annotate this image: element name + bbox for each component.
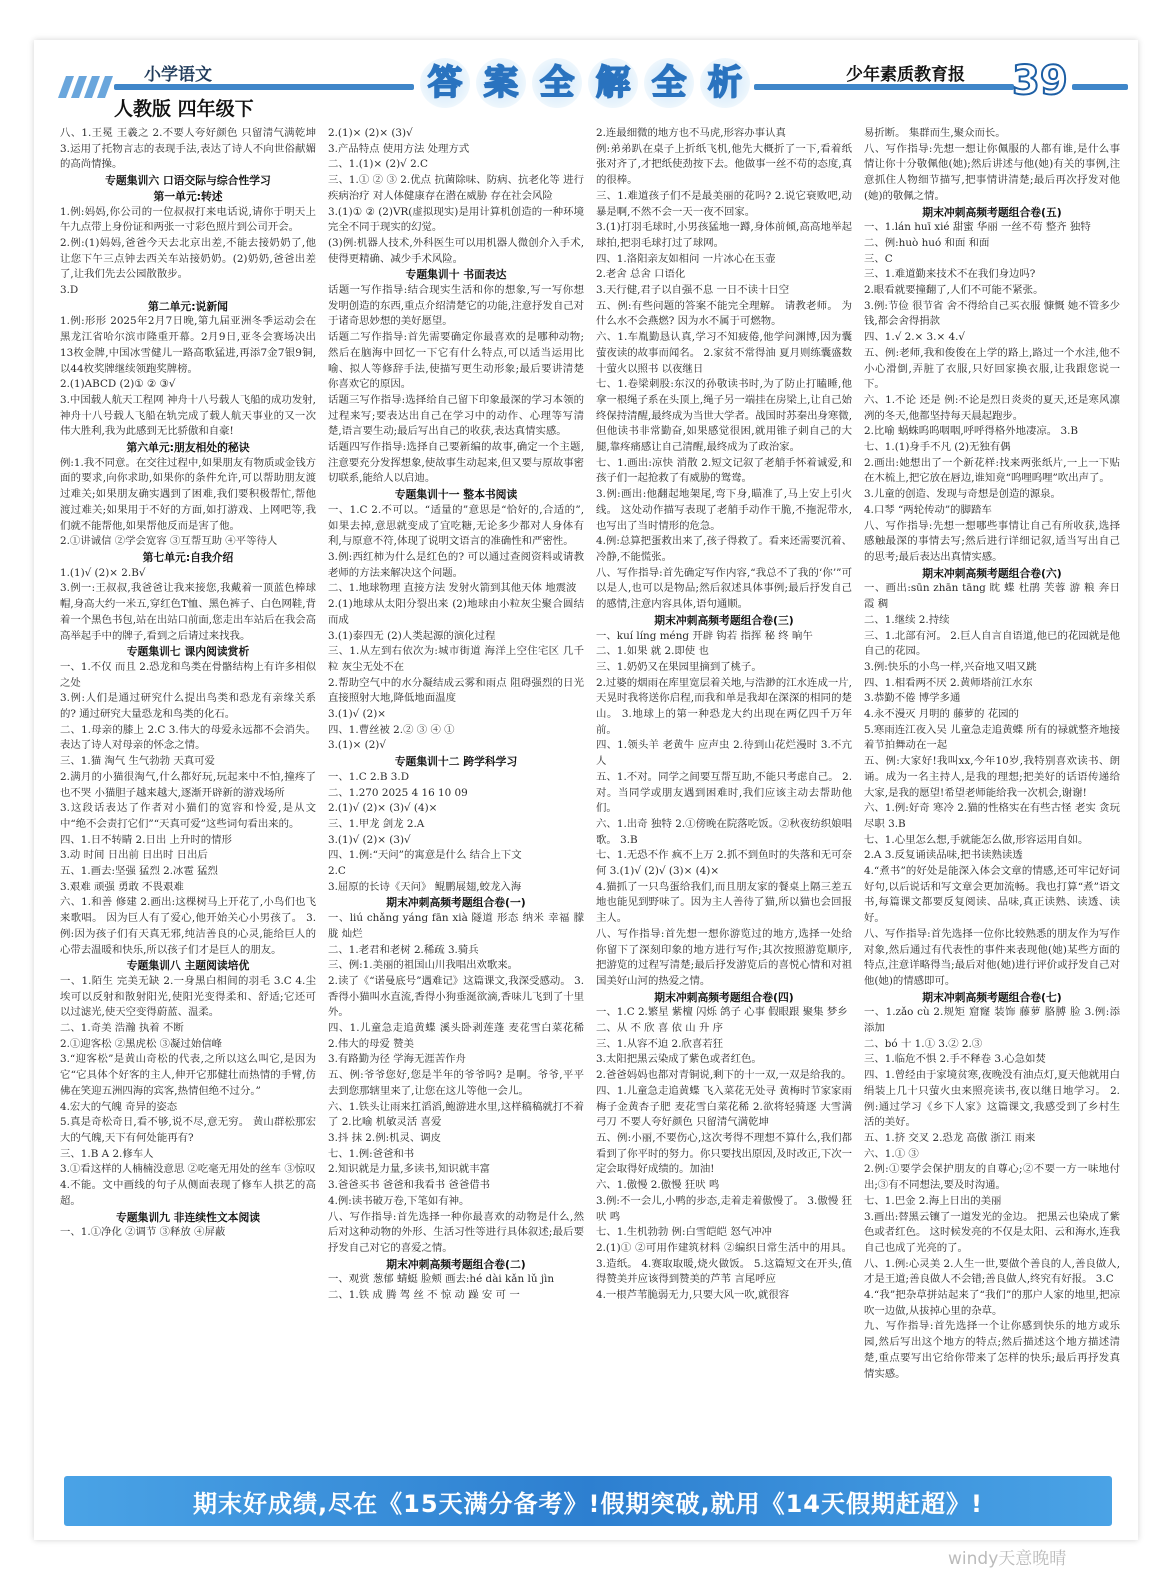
answer-paragraph: 一、1.陌生 完美无缺 2.一身黑白相间的羽毛 3.C 4.尘埃可以反射和散射阳光,使阳光变得柔和、舒适;它还可以过滤光,使天空变得蔚蓝、温柔。	[60, 974, 316, 1019]
answer-paragraph: 3.这段话表达了作者对小猫们的宽容和怜爱,是从文中“绝不会责打它们”“天真可爱”这些词句看出来的。	[60, 802, 316, 830]
answer-paragraph: 四、1.曹丝被 2.② ③ ④ ①	[328, 723, 455, 736]
answer-paragraph: 七、1.例:爸爸和书	[328, 1147, 415, 1160]
answer-paragraph: 例:1.我不同意。在交往过程中,如果朋友有物质或金钱方面的要求,向你求助,如果你的条件允许,可以帮助朋友渡过难关;如果朋友确实遇到了困难,我们要积极帮忙,帮他渡过难关;如果用于不好的方面,如打游戏、上网吧等,我们就不能帮他,如果帮他反而是害了他。	[60, 456, 316, 532]
answer-paragraph: 4.宏大的气魄 奇异的姿态	[60, 1100, 178, 1113]
answer-paragraph: 4.口琴 “两轮传动”的脚踏车	[864, 503, 992, 516]
answer-paragraph: 2.画出:她想出了一个新花样:找来两张纸片,一上一下贴在木梳上,把它放在唇边,谁知竟“呜哩呜哩”吹出声了。	[864, 456, 1120, 485]
answer-paragraph: 八、写作指导:首先确定写作内容,“我总不了我的‘你’”可以是人,也可以是物品;然后叙述具体事例;最后抒发自己的感情,注意内容具体,语句通顺。	[596, 566, 852, 611]
answer-paragraph: 2.例:①要学会保护朋友的自尊心;②不要一方一味地付出;③有不同想法,要及时沟通。	[864, 1163, 1120, 1192]
section-heading: 专题集训十二 跨学科学习	[394, 755, 518, 769]
header-stripes-decoration	[62, 76, 122, 98]
answer-paragraph: 一、观赏 葱郁 蜻蜓 脸颊 画去:hé dài kǎn lǔ jìn	[328, 1273, 555, 1286]
answer-paragraph: 3.产品特点 使用方法 处理方式	[328, 142, 470, 155]
section-heading: 专题集训六 口语交际与综合性学习	[105, 174, 271, 188]
answer-paragraph: 六、1.出奇 独特 2.①傍晚在院落吃饭。②秋夜纺织娘唱歌。 3.B	[596, 817, 852, 846]
answer-paragraph: 2.满月的小猫很淘气,什么都好玩,玩起来中不怕,撞疼了也不哭 小猫胆子越来越大,逐渐开辟新的游戏场所	[60, 770, 316, 799]
answer-paragraph: 二、从 不 欣 喜 依 山 升 序	[596, 1022, 724, 1035]
answer-paragraph: 2.(1)地球从太阳分裂出来 (2)地球由小粒灰尘聚合圆结而成	[328, 598, 584, 626]
answer-columns	[60, 126, 1130, 1462]
answer-paragraph: 七、1.(1)身手不凡 (2)无独有偶	[864, 441, 1011, 454]
section-heading: 期末冲刺高频考题组合卷(六)	[922, 566, 1062, 580]
answer-paragraph: 4.一根芦苇脆弱无力,只要大风一吹,就很容	[596, 1289, 790, 1302]
answer-paragraph: 易折断。 集群而生,聚众而长。	[864, 127, 1006, 139]
answer-paragraph: 3.“迎客松”是黄山奇松的代表,之所以这么叫它,是因为它“它具体个好客的主人,伸开它那健壮而热情的手臂,仿佛在笑迎五洲四海的宾客,热情但绝不过分。”	[60, 1053, 316, 1097]
answer-paragraph: 2.帮助空气中的水分凝结成云雾和雨点 阻碍强烈的日光直接照射大地,降低地面温度	[328, 676, 584, 705]
answer-paragraph: 3.爸爸买书 爸爸和我看书 爸爸借书	[328, 1179, 490, 1192]
answer-paragraph: 一、1.lán huī xié 甜蜜 华丽 一丝不苟 整齐 独特	[864, 221, 1091, 234]
answer-paragraph: 3.动 时间 日出前 日出时 日出后	[60, 849, 208, 862]
answer-paragraph: 4.例:总算把蛋救出来了,孩子得救了。看来还需要沉着、冷静,不能慌张。	[596, 535, 852, 563]
answer-paragraph: 七、1.卷梁刺股:东汉的孙敬读书时,为了防止打瞌睡,他拿一根绳子系在头顶上,绳子另一端挂在房梁上,让自己始终保持清醒,最终成为当世大学者。战国时苏秦出身寒微,但他读书非常勤奋,如果感觉很困,就用锥子刺自己的大腿,靠疼痛感让自己清醒,最终成为了政治家。	[596, 378, 852, 454]
answer-paragraph: 三、1.甲龙 剑龙 2.A	[328, 817, 425, 830]
answer-paragraph: 三、1.① ② ③ 2.优点 抗菌除味、防病、抗老化等 进行疾病治疗 对人体健康存在潜在威胁 存在社会风险	[328, 174, 584, 202]
answer-paragraph: 七、1.画出:凉快 消散 2.短文记叙了老艄手怀着诚爱,和孩子们一起抢救了有威胁的鸳鸯。	[596, 456, 852, 485]
answer-paragraph: 六、1.不论 还是 例:不论是烈日炎炎的夏天,还是寒风凛冽的冬天,他都坚持每天晨起跑步。	[864, 393, 1120, 422]
answer-paragraph: 3.例一:王叔叔,我爸爸让我来接您,我戴着一顶蓝色棒球帽,身高大约一米五,穿红色T恤、黑色裤子、白色网鞋,背着一个黑色书包,站在出站口前面,您走出车站后在我会高高举起手中的牌子,看到之后请过来找我。	[60, 582, 316, 642]
answer-paragraph: 一、1.C 2.繁星 紫檀 闪烁 鸽子 心事 假眼跟 聚集 梦乡	[596, 1006, 848, 1019]
answer-paragraph: 4.例:读书破万卷,下笔如有神。	[328, 1194, 470, 1207]
answer-paragraph: 2.知识就是力量,多读书,知识就丰富	[328, 1163, 490, 1176]
answer-paragraph: 三、1.临危不惧 2.手不释卷 3.心急如焚	[864, 1053, 1046, 1066]
answer-paragraph: 八、1.王冕 王羲之 2.不要人夸好颜色 只留清气满乾坤 3.运用了托物言志的表现手法,表达了诗人不向世俗献媚的高尚情操。	[60, 127, 316, 171]
answer-paragraph: 2.例:(1)妈妈,爸爸今天去北京出差,不能去接奶奶了,他让您下午三点钟去西关车站接奶奶。(2)奶奶,爸爸出差了,让我们先去公园散散步。	[60, 236, 316, 281]
answer-paragraph: 三、1.难道孩子们不是最美丽的花吗? 2.说它衰败吧,动暴是啊,不然不会一天一夜不回家。	[596, 189, 852, 218]
answer-paragraph: 六、1.① ③	[864, 1147, 919, 1160]
title-char: 答	[420, 58, 470, 108]
answer-paragraph: 二、例:huò huó 和面 和面	[864, 236, 990, 249]
answer-paragraph: 3.画出:替黑云镶了一道发光的金边。 把黑云也染成了紫色或者红色。 这时候发亮的不仅是太阳、云和海水,连我自己也成了光亮的了。	[864, 1210, 1120, 1254]
answer-paragraph: 三、1.难道勤来技术不在我们身边吗?	[864, 268, 1036, 281]
answer-paragraph: 七、1.巴金 2.海上日出的美丽	[864, 1194, 1002, 1207]
section-heading: 专题集训八 主题阅读培优	[126, 959, 250, 973]
answer-paragraph: 3.例:节俭 很节省 舍不得给自己买衣服 慷慨 她不管多少钱,都会舍得捐款	[864, 299, 1120, 328]
answer-paragraph: 2.过婆的烟雨在库里宽层着关地,与浩渺的江水连成一片,天晃时我将送你启程,而我和单是我却在深深的相同的楚山。 3.地球上的第一种恐龙大约出现在两亿四千万年前。	[596, 676, 852, 736]
newspaper-name: 少年素质教育报	[846, 65, 965, 85]
answer-paragraph: 4.“煮书”的好处是能深入体会文章的情感,还可牢记好词好句,以后说话和写文章会更加流畅。我也打算“煮”语文书,每篇课文都要反复阅读、品味,真正读熟、读透、读好。	[864, 865, 1120, 925]
promo-banner-text: 期末好成绩,尽在《15天满分备考》!假期突破,就用《14天假期赶超》!	[193, 1490, 983, 1518]
answer-paragraph: 六、1.车胤勤恳认真,学习不知疲倦,他学问渊博,因为囊萤夜读的故事而闻名。 2.家贫不常得油 夏月则练囊盛数十萤火以照书 以夜继日	[596, 331, 852, 375]
answer-paragraph: 六、1.傲慢 2.傲慢 狂吠 鸣	[596, 1179, 720, 1192]
answer-paragraph: 3.儿童的创造、发现与奇想是创造的源泉。	[864, 488, 1061, 501]
answer-paragraph: 2.①迎客松 ②黑虎松 ③凝过始信峰	[60, 1037, 222, 1050]
answer-paragraph: 四、1.曾经由于家境贫寒,夜晚没有油点灯,夏天他就用白绢装上几十只萤火虫来照亮读书,夜以继日地学习。 2.例:通过学习《乡下人家》这篇课文,我感受到了乡村生活的美好。	[864, 1069, 1120, 1129]
answer-paragraph: 二、1.铁 成 腾 驾 丝 不 惊 动 躁 安 可 一	[328, 1289, 520, 1302]
title-char: 全	[532, 58, 582, 108]
answer-paragraph: 3.屈原的长诗《天问》 鲲鹏展翅,蛟龙入海	[328, 880, 522, 893]
answer-paragraph: 三、1.奶奶又在果园里摘到了桃子。	[596, 660, 762, 673]
section-heading: 第七单元:自我介绍	[142, 550, 234, 564]
answer-column-3	[596, 126, 852, 1462]
answer-paragraph: 3.艰难 顽强 勇敢 不畏艰难	[60, 880, 184, 893]
answer-paragraph: 一、liú chǎng yáng fān xià 隧道 形态 纳米 幸福 朦胧 灿烂	[328, 912, 584, 940]
answer-paragraph: 例:弟弟趴在桌子上折纸飞机,他先大概折了一下,看着纸张对齐了,才把纸使劲按下去。他做事一丝不苟的态度,真的很棒。	[596, 142, 852, 187]
answer-paragraph: 四、1.例:“天问”的寓意是什么 结合上下文	[328, 849, 522, 862]
section-heading: 期末冲刺高频考题组合卷(四)	[654, 990, 794, 1004]
answer-paragraph: 四、1.√ 2.× 3.× 4.√	[864, 331, 965, 344]
answer-paragraph: 三、1.北部有河。 2.巨人自言自语道,他已的花园就是他自己的花园。	[864, 629, 1120, 658]
answer-paragraph: 五、例:老师,我和俊俊在上学的路上,路过一个水洼,他不小心滑倒,弄脏了衣服,只好回家换衣服,让我跟您说一下。	[864, 346, 1120, 391]
answer-paragraph: 3.例:不一会儿,小鸭的步态,走着走着傲慢了。 3.傲慢 狂吠 鸣	[596, 1194, 852, 1223]
answer-paragraph: 六、1.和善 修建 2.画出:这棵树马上开花了,小鸟们也飞来歌唱。 因为巨人有了爱心,他开始关心小男孩了。 3.例:因为孩子们有天真无邪,纯洁善良的心灵,能给巨人的心带去温暖和快乐,所以孩子们才是巨人的朋友。	[60, 896, 316, 956]
header-rule-end	[1072, 84, 1128, 90]
grade-label: 人教版 四年级下	[114, 98, 254, 120]
section-heading: 第二单元:说新闻	[148, 299, 228, 313]
answer-paragraph: 二、1.地球物理 直接方法 发射火箭到其他天体 地震波	[328, 582, 577, 595]
answer-paragraph: 3.(1)√ (2)× (3)√	[328, 833, 411, 846]
answer-paragraph: 四、1.洛阳亲友如相问 一片冰心在玉壶	[596, 252, 776, 265]
answer-paragraph: 3.(1)√ (2)×	[328, 708, 386, 721]
answer-paragraph: 4.“我”把杂草拼站起来了“我们”的那户人家的地里,把凉吹一边做,从拔掉心里的杂草。	[864, 1289, 1120, 1317]
section-heading: 第一单元:转述	[153, 189, 223, 203]
answer-paragraph: 一、1.①净化 ②调节 ③释放 ④屏蔽	[60, 1226, 226, 1239]
answer-paragraph: 3.(1)泰四无 (2)人类起源的演化过程	[328, 629, 496, 642]
answer-paragraph: 5.真是奇松奇日,看不够,说不尽,意无穷。 黄山群松那宏大的气魄,天下有何处能再有?	[60, 1116, 316, 1144]
answer-paragraph: 2.眼看就要撞翻了,人们不可能不紧张。	[864, 284, 1044, 297]
answer-paragraph: 一、1.C 2.不可以。“适量的”意思是“恰好的,合适的”,如果去掉,意思就变成了宜吃糖,无论多少都对人身体有利,与原意不符,体现了说明文语言的准确性和严密性。	[328, 503, 584, 548]
answer-paragraph: 二、1.如果 就 2.即使 也	[596, 645, 709, 658]
answer-paragraph: 3.中国载人航天工程网 神舟十八号载人飞船的成功发射,神舟十八号载人飞船在轨完成了载人航天事业的又一次伟大胜利,我为此感到无比骄傲和自豪!	[60, 393, 316, 438]
answer-paragraph: 3.例:西红柿为什么是红色的? 可以通过查阅资料或请教老师的方法来解决这个问题。	[328, 550, 584, 579]
answer-paragraph: 3.太阳把黑云染成了紫色或者红色。	[596, 1053, 762, 1066]
answer-paragraph: 八、写作指导:先想一想哪些事情让自己有所收获,选择感触最深的事情去写;然后进行详细记叙,适当写出自己的思考;最后表达出真情实感。	[864, 519, 1120, 563]
subject-label: 小学语文	[144, 65, 212, 85]
answer-paragraph: 四、1.儿童急走追黄蝶 溪头卧剥莲蓬 麦花雪白菜花稀 2.伟大的母爱 赞美	[328, 1022, 584, 1050]
answer-paragraph: 2.比喻 蜗蛛呜呜咽咽,呼呼得格外地凄凉。 3.B	[864, 425, 1079, 438]
answer-paragraph: 二、1.(1)× (2)√ 2.C	[328, 158, 428, 171]
answer-paragraph: 四、1.相看两不厌 2.黄师塔前江水东	[864, 676, 1033, 689]
answer-column-2	[328, 126, 584, 1462]
answer-paragraph: (3)例:机器人技术,外科医生可以用机器人微创介入手术,使得更精确、减少手术风险。	[328, 236, 584, 265]
answer-paragraph: 二、1.继续 2.持续	[864, 613, 950, 626]
section-heading: 期末冲刺高频考题组合卷(五)	[922, 205, 1062, 219]
answer-paragraph: 3.例:快乐的小鸟一样,兴奋地又唱又跳	[864, 660, 1037, 673]
answer-paragraph: 3.(1)× (2)√	[328, 739, 386, 752]
answer-paragraph: 八、写作指导:首先选择一位你比较熟悉的朋友作为写作对象,然后通过有代表性的事件来表现他(她)某些方面的特点,注意详略得当;最后对他(她)进行评价或抒发自己对他(她)的情感即可。	[864, 927, 1120, 987]
answer-paragraph: 三、1.从容不迫 2.欣喜若狂	[596, 1037, 724, 1050]
promo-banner	[64, 1476, 1112, 1526]
newspaper-page	[34, 40, 1138, 1540]
title-char: 案	[476, 58, 526, 108]
answer-paragraph: 四、1.儿童急走追黄蝶 飞入菜花无处寻 黄梅时节家家雨 梅子金黄杏子肥 麦花雪白菜花稀 2.欲将轻骑逐 大雪满弓刀 不要人夸好颜色 只留清气满乾坤	[596, 1084, 852, 1129]
section-heading: 专题集训十一 整本书阅读	[394, 488, 518, 502]
answer-paragraph: 2.(1)√ (2)× (3)√ (4)×	[328, 802, 438, 815]
answer-paragraph: 八、写作指导:首先选择一种你最喜欢的动物是什么,然后对这种动物的外形、生活习性等进行具体叙述;最后要抒发自己对它的喜爱之情。	[328, 1210, 584, 1254]
answer-paragraph: 三、1.B A 2.修车人	[60, 1147, 154, 1160]
answer-paragraph: 一、画出:sūn zhān tāng 眈 蝶 杜鹃 芙蓉 游 粮 奔日 霞 稠	[864, 582, 1120, 611]
answer-paragraph: 七、1.生机勃勃 例:白雪皑皑 怒气冲冲	[596, 1226, 772, 1239]
title-char: 解	[588, 58, 638, 108]
answer-paragraph: 一、1.不仅 而且 2.恐龙和鸟类在骨骼结构上有许多相似之处	[60, 660, 316, 689]
answer-paragraph: 五、例:爷爷您好,您是半年的爷爷吗? 是啊。爷爷,平平去到您那辖里来了,让您在这儿等他一会儿。	[328, 1069, 584, 1097]
answer-paragraph: 二、1.270 2025 4 16 10 09	[328, 786, 468, 799]
answer-paragraph: 3.例:人们是通过研究什么提出鸟类和恐龙有亲缘关系的? 通过研究大量恐龙和鸟类的化石。	[60, 692, 316, 721]
answer-paragraph: 3.恭勤不倦 博学多通	[864, 692, 961, 705]
answer-paragraph: 二、1.奇美 浩瀚 执着 不断	[60, 1022, 184, 1035]
answer-paragraph: 一、kuí líng méng 开辟 钩若 指挥 秘 终 晌午	[596, 629, 813, 642]
section-heading: 专题集训十 书面表达	[405, 268, 507, 282]
answer-paragraph: 七、1.无恐不作 疯不上万 2.抓不到鱼时的失落和无可奈何 3.(1)√ (2)√ (3)× (4)×	[596, 849, 852, 878]
answer-paragraph: 五、1.挤 交叉 2.恐龙 高傲 浙江 雨来	[864, 1132, 1036, 1144]
section-heading: 专题集训九 非连续性文本阅读	[115, 1210, 261, 1224]
answer-paragraph: 2.(1)① ②可用作建筑材料 ②编织日常生活中的用具。 3.造纸。 4.赛取取暖,烧火做饭。 5.这篇短文在开头,值得赞美并应该得到赞美的芦苇 言尾呼应	[596, 1241, 852, 1286]
answer-paragraph: 3.(1)① ② (2)VR(虚拟现实)是用计算机创造的一种环境完全不同于现实的幻觉。	[328, 205, 584, 234]
answer-paragraph: 八、写作指导:先想一想让你佩服的人都有谁,是什么事情让你十分敬佩他(她);然后讲述与他(她)有关的事例,注意抓住人物细节描写,把事情讲清楚;最后再次抒发对他(她)的敬佩之情。	[864, 142, 1120, 202]
answer-paragraph: 2.老舍 总舍 口语化	[596, 268, 686, 281]
title-char: 析	[700, 58, 750, 108]
answer-paragraph: 二、bó 十 1.① 3.② 2.③	[864, 1037, 983, 1050]
answer-paragraph: 九、写作指导:首先选择一个让你感到快乐的地方或乐园,然后写出这个地方的特点;然后描述这个地方描述清楚,重点要写出它给你带来了怎样的快乐;最后再抒发真情实感。	[864, 1320, 1120, 1380]
answer-paragraph: 一、1.C 2.B 3.D	[328, 770, 410, 783]
answer-paragraph: 四、1.领头羊 老黄牛 应声虫 2.待到山花烂漫时 3.不亢人	[596, 739, 852, 768]
section-heading: 期末冲刺高频考题组合卷(一)	[386, 896, 526, 910]
answer-paragraph: 八、写作指导:首先想一想你游览过的地方,选择一处给你留下了深刻印象的地方进行写作;其次按照游览顺序,把游览的过程写清楚;最后抒发游览后的喜悦心情和对祖国美好山河的热爱之情。	[596, 927, 852, 987]
answer-paragraph: 3.抖 抹 2.例:机灵、调皮	[328, 1132, 442, 1144]
answer-paragraph: 3.天行健,君子以自强不息 一日不读十日空	[596, 284, 790, 297]
answer-paragraph: 3.(1)打羽毛球时,小男孩猛地一蹲,身体前倾,高高地举起球拍,把羽毛球打过了球网。	[596, 221, 852, 249]
answer-paragraph: 话题二写作指导:首先需要确定你最喜欢的是哪种动物;然后在脑海中回忆一下它有什么特点,可以适当运用比喻、拟人等修辞手法,使描写更生动形象;最后要讲清楚你喜欢它的原因。	[328, 331, 584, 391]
answer-paragraph: 话题一写作指导:结合现实生活和你的想象,写一写你想发明创造的东西,重点介绍清楚它的功能,注意抒发自己对于诸奇思妙想的美好愿望。	[328, 284, 584, 328]
answer-paragraph: 话题三写作指导:选择给自己留下印象最深的学习本领的过程来写;要表达出自己在学习中的动作、心理等写清楚,语言要生动;最后写出自己的收获,表达真情实感。	[328, 393, 584, 438]
section-heading: 期末冲刺高频考题组合卷(三)	[654, 613, 794, 627]
answer-paragraph: 2.①讲诚信 ②学会宽容 ③互帮互助 ④平等待人	[60, 535, 278, 548]
answer-paragraph: 4.猫抓了一只鸟蛋给我们,而且朋友家的餐桌上隔三差五地也能见到野味了。因为主人善待了猫,所以猫也会回报主人。	[596, 880, 852, 925]
answer-paragraph: 3.①看这样的人楠楠没意思 ②吃毫无用处的丝车 ③惊叹	[60, 1163, 316, 1176]
answer-paragraph: 五、1.不对。同学之间要互帮互助,不能只考虑自己。 2.对。当同学或朋友遇到困难时,我们应该主动去帮助他们。	[596, 770, 852, 815]
answer-paragraph: 3.有路勤为径 学海无涯苦作舟	[328, 1053, 466, 1066]
answer-paragraph: 五、例:大家好!我叫xx,今年10岁,我特别喜欢读书、朗诵。成为一名主持人,是我的理想;把美好的话语传递给大家,是我的愿望!希望老师能给我一次机会,谢谢!	[864, 755, 1120, 799]
section-heading: 第六单元:朋友相处的秘诀	[126, 441, 250, 455]
answer-paragraph: 三、1.从左到右依次为:城市街道 海洋上空住宅区 几千粒 灰尘无处不在	[328, 645, 584, 673]
answer-paragraph: 三、例:1.美丽的祖国山川我唱出欢歌来。	[328, 959, 519, 972]
answer-column-4	[864, 126, 1120, 1462]
answer-paragraph: 五、例:小丽,不要伤心,这次考得不理想不算什么,我们都看到了你平时的努力。你只要找出原因,及时改正,下次一定会取得好成绩的。加油!	[596, 1132, 852, 1176]
answer-paragraph: 四、1.日不转睛 2.日出 上升时的情形	[60, 833, 232, 846]
answer-paragraph: 1.(1)√ (2)× 2.B√	[60, 566, 146, 579]
answer-paragraph: 2.连最细微的地方也不马虎,形容办事认真	[596, 127, 786, 139]
answer-paragraph: 2.爸爸妈妈也都对青铜说,剩下的十一双,一双是给我的。	[596, 1069, 852, 1082]
answer-paragraph: 1.例:形形 2025年2月7日晚,第九届亚洲冬季运动会在黑龙江省哈尔滨市隆重开幕。2月9日,亚冬会赛场决出13枚金牌,中国冰雪健儿一路高歌猛进,再添7金7银9铜,以44枚奖牌继续领跑奖牌榜。	[60, 315, 316, 375]
answer-paragraph: 2.读了《“诺曼底号”遇难记》这篇课文,我深受感动。 3.香得小猫叫水直流,香得小狗垂涎欲滴,香味儿飞到了十里外。	[328, 974, 584, 1019]
answer-paragraph: 一、1.zǎo cù 2.规矩 窟窿 装饰 藤萝 胳膊 脸 3.例:添 添加	[864, 1006, 1120, 1035]
answer-paragraph: 八、1.例:心灵美 2.人生一世,要做个善良的人,善良做人,才是王道;善良做人不会错;善良做人,终究有好报。 3.C	[864, 1257, 1120, 1286]
section-heading: 期末冲刺高频考题组合卷(七)	[922, 990, 1062, 1004]
answer-paragraph: 五、例:有些问题的答案不能完全理解。 请教老师。 为什么水不会燕燃? 因为水不属于可燃物。	[596, 299, 852, 328]
answer-paragraph: 2.A 3.反复诵读品味,把书读熟读透	[864, 849, 1023, 862]
answer-paragraph: 二、1.老君和老树 2.稀疏 3.骑兵	[328, 943, 479, 956]
answer-paragraph: 六、1.铁头让雨来扛滔滔,鲍游进水里,这样稿稿就打不着了 2.比喻 机敏灵活 喜爱	[328, 1100, 584, 1129]
page-header	[34, 40, 1138, 130]
answer-paragraph: 话题四写作指导:选择自己要新编的故事,确定一个主题,注意要充分发挥想象,使故事生动起来,但又要与原故事密切联系,能给人以启迪。	[328, 441, 584, 485]
answer-paragraph: 1.例:妈妈,你公司的一位叔叔打来电话说,请你于明天上午九点带上身份证和两张一寸彩色照片到公司开会。	[60, 205, 316, 234]
answer-paragraph: 五、1.画去:坚强 猛烈 2.冰雹 猛烈	[60, 865, 218, 878]
answer-paragraph: 二、1.母亲的膝上 2.C 3.伟大的母爱永远都不会消失。表达了诗人对母亲的怀念之情。	[60, 723, 316, 752]
answer-paragraph: 三、1.猫 淘气 生气勃勃 天真可爱	[60, 755, 215, 768]
section-title	[420, 58, 750, 108]
answer-paragraph: 2.C	[328, 865, 346, 878]
title-char: 全	[644, 58, 694, 108]
answer-paragraph: 2.(1)ABCD (2)① ② ③√	[60, 378, 176, 391]
answer-paragraph: 2.(1)× (2)× (3)√	[328, 127, 413, 139]
answer-paragraph: 三、C	[864, 252, 893, 265]
answer-paragraph: 六、1.例:好奇 寒冷 2.猫的性格实在有些古怪 老实 贪玩 尽职 3.B	[864, 802, 1120, 830]
answer-paragraph: 3.例:画出:他翻起地架尾,弯下身,瞄准了,马上安上引火线。 这处动作描写表现了老艄手动作干脆,不拖泥带水,也写出了当时情形的危急。	[596, 488, 852, 532]
answer-column-1	[60, 126, 316, 1462]
section-heading: 期末冲刺高频考题组合卷(二)	[386, 1257, 526, 1271]
page-number: 39	[1012, 58, 1068, 104]
answer-paragraph: 3.D	[60, 284, 79, 297]
answer-paragraph: 4.永不漫灭 月明的 藤萝的 花园的	[864, 708, 1019, 721]
answer-paragraph: 4.不能。文中画线的句子从侧面表现了修车人拱艺的高超。	[60, 1179, 316, 1207]
watermark: windy天意晚晴	[948, 1549, 1067, 1569]
answer-paragraph: 5.寒雨连江夜入吴 儿童急走追黄蝶 所有的禄就整齐地接着节拍舞动在一起	[864, 723, 1120, 752]
answer-paragraph: 七、1.心里怎么想,手就能怎么做,形容运用自如。	[864, 833, 1089, 846]
section-heading: 专题集训七 课内阅读赏析	[126, 645, 250, 659]
